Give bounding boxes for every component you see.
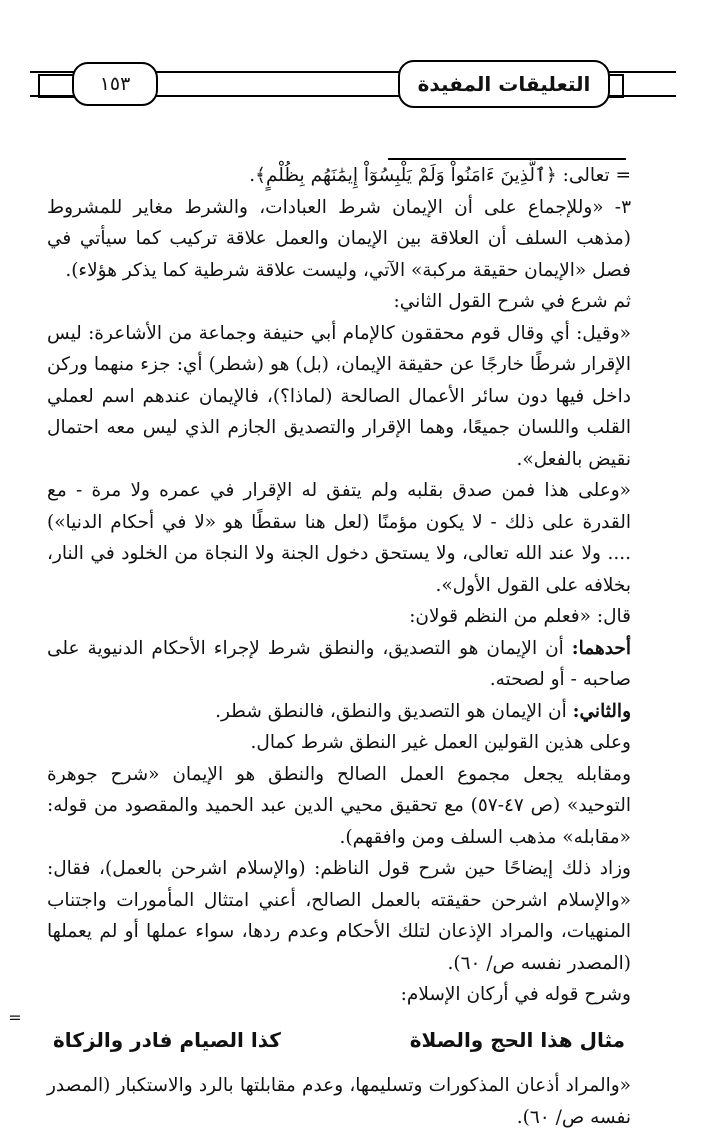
running-title-box [398,60,610,108]
paragraph: ثم شرع في شرح القول الثاني: [393,291,631,312]
verse-hemistich-left: كذا الصيام فادر والزكاة [53,1027,281,1052]
paragraph: «والمراد أذعان المذكورات وتسليمها، وعدم مقابلتها بالرد والاستكبار (المصدر نفسه ص/ ٦٠). [47,1075,631,1128]
paragraph: وشرح قوله في أركان الإسلام: [400,984,631,1005]
paragraph: «وعلى هذا فمن صدق بقلبه ولم يتفق له الإقرار في عمره ولا مرة - مع القدرة على ذلك - لا يكون مؤمنًا (لعل هنا سقطًا هو «لا في أحكام الدنيا») .... ولا عند الله تعالى، ولا يستحق دخول الجنة ولا النجاة من الخلود في النار، بخلافه على القول الأول». [47,480,631,596]
footnote-body [47,160,631,1133]
running-title: التعليقات المفيدة [417,72,591,96]
paragraph-text: أن الإيمان هو التصديق والنطق، فالنطق شطر. [215,700,573,722]
paragraph-lead: والثاني: [572,700,631,722]
paragraph: وعلى هذين القولين العمل غير النطق شرط كمال. [250,732,631,753]
paragraph: قال: «فعلم من النظم قولان: [409,606,631,627]
paragraph: ٣- «وللإجماع على أن الإيمان شرط العبادات، والشرط مغاير للمشروط (مذهب السلف أن العلاقة بين الإيمان والعمل علاقة تركيب كما سيأتي في فصل «الإيمان حقيقة مركبة» الآتي، وليست علاقة شرطية كما يذكر هؤلاء). [47,196,631,281]
paragraph: = تعالى: ﴿ٱلَّذِينَ ءَامَنُواْ وَلَمْ يَلْبِسُوٓاْ إِيمَٰنَهُم بِظُلْمٍ﴾. [249,165,631,186]
margin-mark: = [8,1008,22,1027]
paragraph: «وقيل: أي وقال قوم محققون كالإمام أبي حنيفة وجماعة من الأشاعرة: ليس الإقرار شرطًا خارجًا عن حقيقة الإيمان، (بل) هو (شطر) أي: جزء منهما وركن داخل فيها دون سائر الأعمال الصالحة (لماذا؟)، فالإيمان عندهم اسم لعملي القلب واللسان جميعًا، وهما الإقرار والتصديق الجازم الذي ليس معه احتمال نقيض بالفعل». [47,322,631,470]
verse-hemistich-right: مثال هذا الحج والصلاة [409,1027,625,1052]
paragraph-lead: أحدهما: [571,637,631,659]
paragraph-text: أن الإيمان هو التصديق، والنطق شرط لإجراء الأحكام الدنيوية على صاحبه - أو لصحته. [47,637,631,690]
poetry-verse [47,1025,631,1057]
paragraph: وزاد ذلك إيضاحًا حين شرح قول الناظم: (والإسلام اشرحن بالعمل)، فقال: «والإسلام اشرحن حقيقته بالعمل الصالح، أعني امتثال المأمورات واجتناب المنهيات، والمراد الإذعان لتلك الأحكام وعدم ردها، سواء عملها أو لم يعملها (المصدر نفسه ص/ ٦٠). [47,858,631,974]
paragraph [47,696,631,728]
header-bracket-left [38,74,74,98]
paragraph: ومقابله يجعل مجموع العمل الصالح والنطق هو الإيمان «شرح جوهرة التوحيد» (ص ٤٧-٥٧) مع تحقيق محيي الدين عبد الحميد والمقصود من قوله: «مقابله» مذهب السلف ومن وافقهم). [47,763,631,848]
paragraph [47,633,631,696]
page-number-box [72,62,158,106]
page-number: ١٥٣ [99,73,131,95]
page-header [0,0,703,120]
